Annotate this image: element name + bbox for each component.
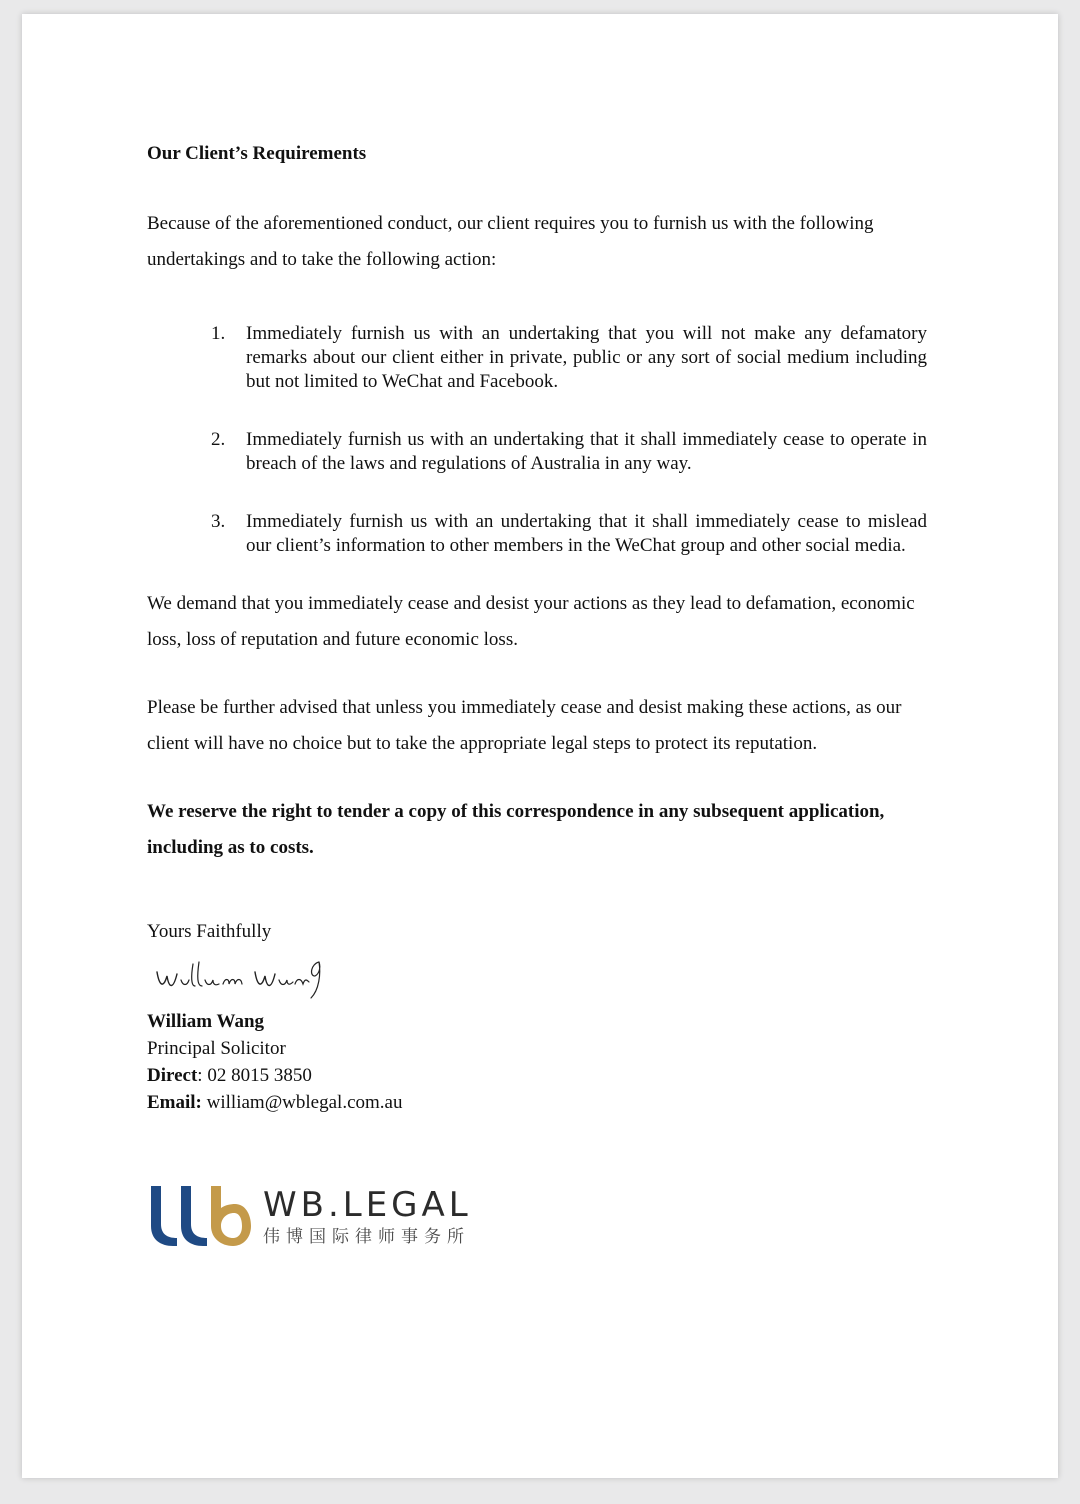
list-item-text: Immediately furnish us with an undertaking that it shall immediately cease to mislead our client’s information to other members in the WeChat group and other social media. — [246, 511, 927, 556]
list-item — [211, 322, 927, 394]
demand-paragraph: We demand that you immediately cease and desist your actions as they lead to defamation, economic loss, loss of reputation and future economic loss. — [147, 593, 915, 650]
list-item-number: 3. — [211, 511, 226, 532]
email-value: william@wblegal.com.au — [201, 1092, 403, 1113]
letter-content — [147, 140, 927, 1116]
list-item — [211, 428, 927, 476]
logo-name: WB.LEGAL — [263, 1185, 472, 1225]
email-line — [147, 1089, 927, 1116]
letter-page — [22, 14, 1058, 1478]
signatory-name: William Wang — [147, 1011, 265, 1032]
email-label: Email: — [147, 1092, 202, 1113]
firm-logo — [147, 1186, 477, 1250]
logo-subtitle: 伟博国际律师事务所 — [263, 1227, 470, 1247]
list-item-number: 1. — [211, 323, 226, 344]
wb-logo-icon — [147, 1186, 251, 1248]
intro-paragraph: Because of the aforementioned conduct, our client requires you to furnish us with the following undertakings and to take the following action: — [147, 213, 874, 270]
direct-value: : 02 8015 3850 — [197, 1065, 312, 1086]
signature-block — [147, 1008, 927, 1116]
list-item — [211, 510, 927, 558]
list-item-text: Immediately furnish us with an undertaking that it shall immediately cease to operate in breach of the laws and regulations of Australia in any way. — [246, 429, 927, 474]
section-heading: Our Client’s Requirements — [147, 143, 367, 164]
handwritten-signature — [147, 954, 347, 1000]
requirements-list — [211, 322, 927, 558]
direct-label: Direct — [147, 1065, 198, 1086]
signatory-title: Principal Solicitor — [147, 1038, 286, 1059]
closing-line: Yours Faithfully — [147, 921, 272, 942]
direct-line — [147, 1062, 927, 1089]
advised-paragraph: Please be further advised that unless you immediately cease and desist making these actions, as our client will have no choice but to take the appropriate legal steps to protect its reputation. — [147, 697, 902, 754]
list-item-text: Immediately furnish us with an undertaking that you will not make any defamatory remarks about our client either in private, public or any sort of social medium including but not limited to WeChat and Facebook. — [246, 323, 927, 392]
reserve-paragraph: We reserve the right to tender a copy of this correspondence in any subsequent application, including as to costs. — [147, 801, 885, 858]
list-item-number: 2. — [211, 429, 226, 450]
